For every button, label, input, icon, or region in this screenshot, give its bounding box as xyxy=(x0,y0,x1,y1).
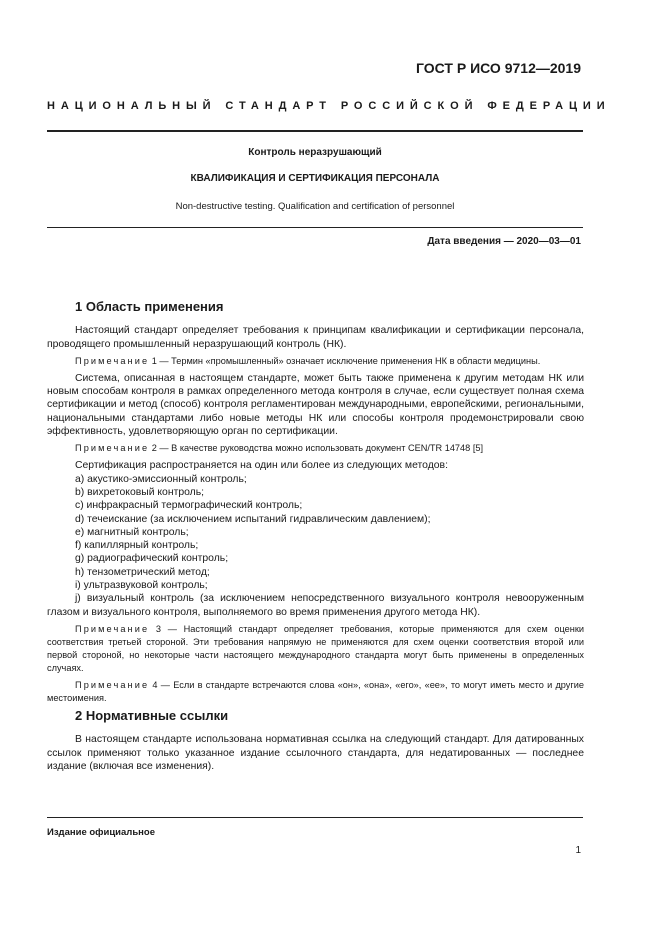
document-subject: Контроль неразрушающий xyxy=(248,147,382,158)
section-1-paragraph-1: Настоящий стандарт определяет требования к принципам квалификации и сертификации персонала, проводящего промышленный неразрушающий контроль (НК). xyxy=(47,325,584,350)
list-item: a) акустико-эмиссионный контроль; xyxy=(75,473,247,485)
document-code: ГОСТ Р ИСО 9712—2019 xyxy=(416,60,581,76)
list-item: j) визуальный контроль (за исключением непосредственного визуального контроля невооруженным глазом и визуального контроля, выполняемого во время применения другого метода НК). xyxy=(47,593,584,618)
section-2-heading: 2 Нормативные ссылки xyxy=(75,707,229,723)
list-item: f) капиллярный контроль; xyxy=(75,540,199,552)
note-label: Примечание xyxy=(75,355,150,366)
note-text: 3 — Настоящий стандарт определяет требования, которые применяются для схем оценки соответствия третьей стороной. Эти требования напрямую не применяются для схем оценки соответствия второй или первой стороной, но некоторые части настоящего международного стандарта могут быть применены в определенных случаях. xyxy=(47,623,584,673)
note-text: 2 — В качестве руководства можно использовать документ CEN/TR 14748 [5] xyxy=(149,443,484,454)
document-body xyxy=(47,300,584,777)
official-edition-label: Издание официальное xyxy=(47,827,155,838)
top-divider xyxy=(47,130,583,132)
note-4 xyxy=(47,679,584,705)
note-1 xyxy=(47,355,584,368)
section-1-paragraph-3: Сертификация распространяется на один или более из следующих методов: xyxy=(75,460,448,472)
note-2 xyxy=(47,442,584,455)
introduction-date: Дата введения — 2020—03—01 xyxy=(427,236,581,247)
list-item: e) магнитный контроль; xyxy=(75,526,189,538)
title-divider xyxy=(47,227,583,228)
list-item: i) ультразвуковой контроль; xyxy=(75,580,208,592)
national-standard-banner: НАЦИОНАЛЬНЫЙ СТАНДАРТ РОССИЙСКОЙ ФЕДЕРАЦИИ xyxy=(47,100,611,112)
list-item: d) течеискание (за исключением испытаний гидравлическим давлением); xyxy=(75,513,431,525)
note-label: Примечание xyxy=(75,623,150,634)
note-label: Примечание xyxy=(75,679,150,690)
list-item: c) инфракрасный термографический контроль; xyxy=(75,500,303,512)
list-item: h) тензометрический метод; xyxy=(75,566,210,578)
note-3 xyxy=(47,623,584,675)
section-2-paragraph-1: В настоящем стандарте использована нормативная ссылка на следующий стандарт. Для датированных ссылок применяют только указанное издание ссылочного стандарта, для недатированных — последнее издание (включая все изменения). xyxy=(47,734,584,772)
document-title: КВАЛИФИКАЦИЯ И СЕРТИФИКАЦИЯ ПЕРСОНАЛА xyxy=(190,173,440,184)
page-number: 1 xyxy=(575,845,581,856)
document-title-english: Non-destructive testing. Qualification and certification of personnel xyxy=(175,201,455,212)
methods-list xyxy=(47,473,584,619)
note-text: 4 — Если в стандарте встречаются слова «он», «она», «его», «ее», то могут иметь место и другие местоимения. xyxy=(47,679,584,703)
section-1-heading: 1 Область применения xyxy=(75,299,224,314)
note-label: Примечание xyxy=(75,443,150,454)
footer-divider xyxy=(47,817,583,818)
section-1-paragraph-2: Система, описанная в настоящем стандарте, может быть также применена к другим методам НК или новым способам контроля в рамках определенного метода контроля в случае, если существует полная схема сертификации и метод (способ) контроля регламентирован международными, европейскими, региональными, национальными стандартами либо новые методы НК или способы контроля продемонстрировали свою эффективность, удовлетворяющую орган по сертификации. xyxy=(47,372,584,438)
note-text: 1 — Термин «промышленный» означает исключение применения НК в области медицины. xyxy=(149,355,541,366)
list-item: b) вихретоковый контроль; xyxy=(75,486,205,498)
list-item: g) радиографический контроль; xyxy=(75,553,229,565)
